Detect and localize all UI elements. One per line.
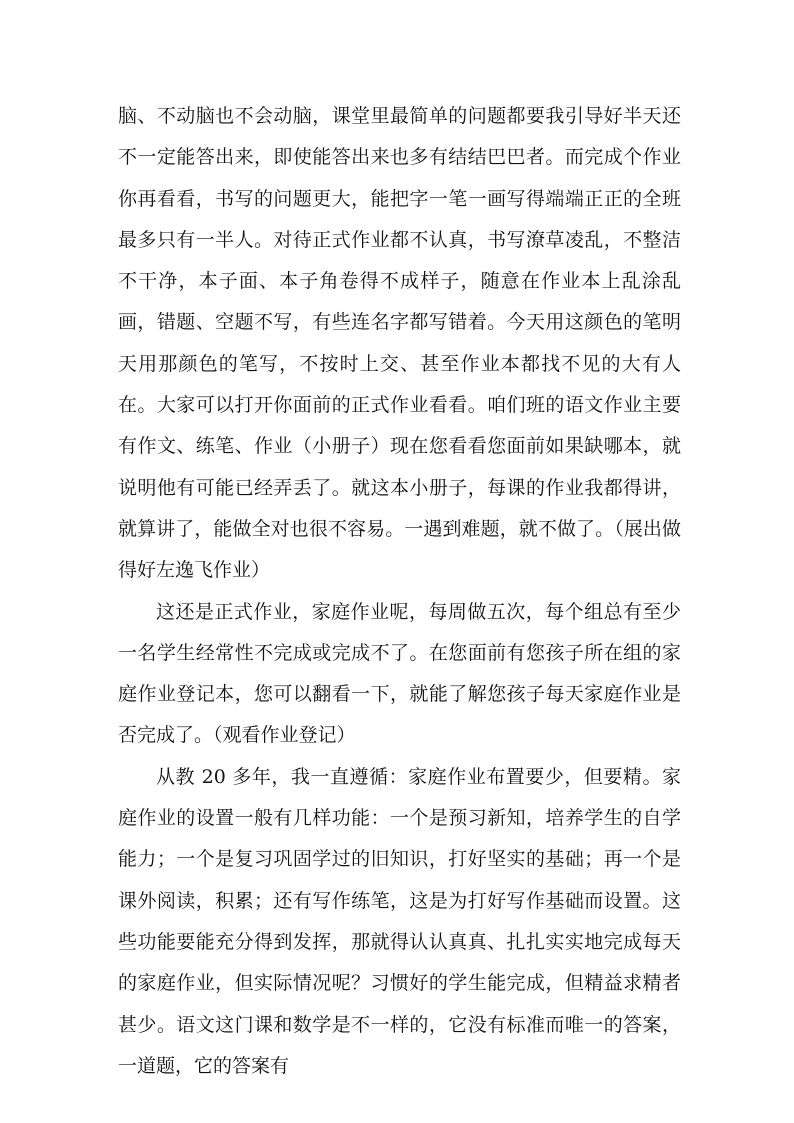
paragraph-2: 这还是正式作业，家庭作业呢，每周做五次，每个组总有至少一名学生经常性不完成或完成不了。在您面前有您孩子所在组的家庭作业登记本，您可以翻看一下，就能了解您孩子每天家庭作业是否完成了。（观看作业登记） [118, 600, 681, 747]
document-body [118, 96, 681, 1087]
paragraph-3: 从教 20 多年，我一直遵循：家庭作业布置要少，但要精。家庭作业的设置一般有几样功能：一个是预习新知，培养学生的自学能力；一个是复习巩固学过的旧知识，打好坚实的基础；再一个是课外阅读，积累；还有写作练笔，这是为打好写作基础而设置。这些功能要能充分得到发挥，那就得认认真真、扎扎实实地完成每天的家庭作业，但实际情况呢？习惯好的学生能完成，但精益求精者甚少。语文这门课和数学是不一样的，它没有标准而唯一的答案，一道题，它的答案有 [118, 765, 681, 1077]
paragraph-1: 脑、不动脑也不会动脑，课堂里最简单的问题都要我引导好半天还不一定能答出来，即使能答出来也多有结结巴巴者。而完成个作业你再看看，书写的问题更大，能把字一笔一画写得端端正正的全班最多只有一半人。对待正式作业都不认真，书写潦草凌乱，不整洁不干净，本子面、本子角卷得不成样子，随意在作业本上乱涂乱画，错题、空题不写，有些连名字都写错着。今天用这颜色的笔明天用那颜色的笔写，不按时上交、甚至作业本都找不见的大有人在。大家可以打开你面前的正式作业看看。咱们班的语文作业主要有作文、练笔、作业（小册子）现在您看看您面前如果缺哪本，就说明他有可能已经弄丢了。就这本小册子，每课的作业我都得讲，就算讲了，能做全对也很不容易。一遇到难题，就不做了。（展出做得好左逸飞作业） [118, 105, 681, 582]
